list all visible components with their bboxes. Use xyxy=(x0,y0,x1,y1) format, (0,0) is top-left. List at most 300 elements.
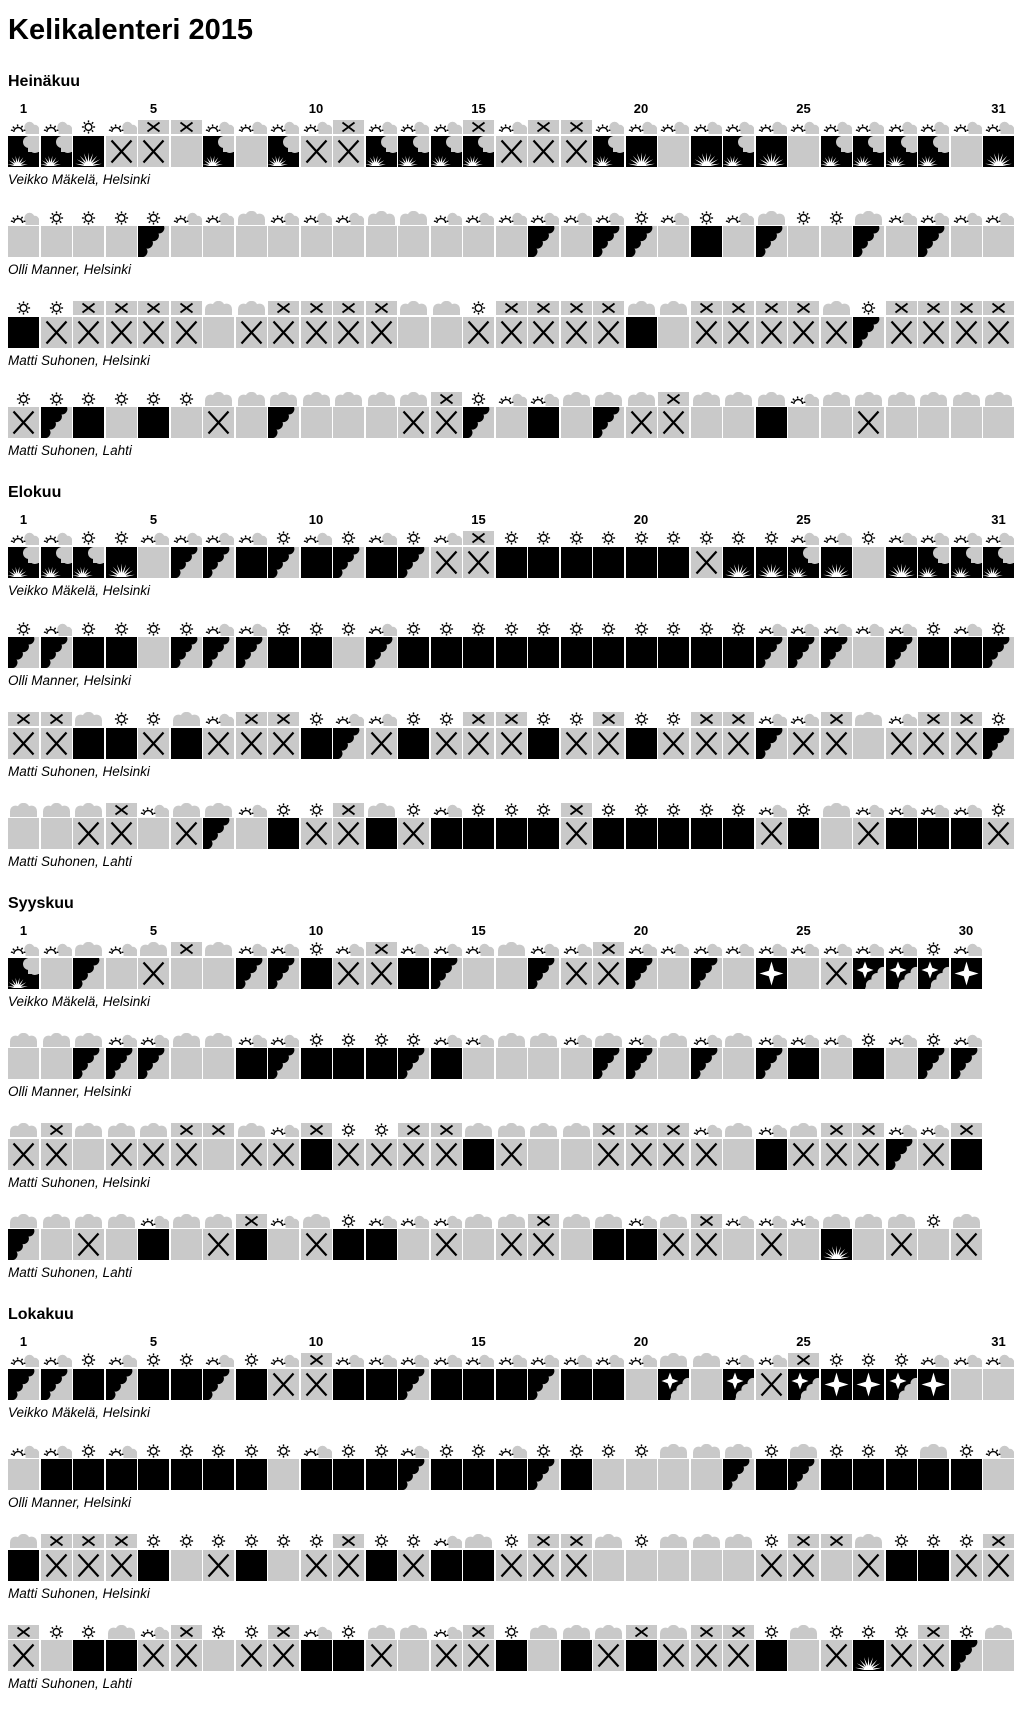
day-weather-sun-icon xyxy=(853,1353,884,1367)
calendar-day-cell xyxy=(561,1214,592,1261)
calendar-day-cell xyxy=(853,301,884,348)
calendar-day-cell xyxy=(853,1353,884,1400)
calendar-day-cell xyxy=(496,1033,527,1080)
calendar-day-cell xyxy=(821,301,852,348)
day-number-label: 5 xyxy=(150,923,157,938)
night-sky-cloudy-icon xyxy=(106,226,137,257)
day-weather-suncloud-icon xyxy=(853,803,884,817)
calendar-day-cell xyxy=(268,1444,299,1491)
night-sky-cloudy-icon xyxy=(301,407,332,438)
night-sky-clear-icon xyxy=(203,1459,234,1490)
night-sky-x-icon xyxy=(268,1369,299,1400)
night-sky-x-icon xyxy=(463,547,494,578)
day-weather-sun-icon xyxy=(138,712,169,726)
day-weather-suncloud-icon xyxy=(951,942,982,956)
day-weather-sun-icon xyxy=(268,1444,299,1458)
calendar-day-cell xyxy=(463,211,494,258)
calendar-day-cell xyxy=(301,942,332,989)
calendar-day-cell xyxy=(236,211,267,258)
observer-weather-strip xyxy=(8,1353,1020,1400)
night-sky-clear-icon xyxy=(821,1459,852,1490)
day-weather-cloud-icon xyxy=(496,942,527,956)
calendar-day-cell xyxy=(106,392,137,439)
day-weather-x-icon xyxy=(138,301,169,315)
calendar-day-cell xyxy=(528,1123,559,1170)
observer-weather-strip xyxy=(8,622,1020,669)
night-sky-cloudburst-icon xyxy=(951,547,982,578)
night-sky-partly-icon xyxy=(41,637,72,668)
calendar-day-cell xyxy=(821,120,852,167)
night-sky-cloudy-icon xyxy=(41,818,72,849)
day-weather-x-icon xyxy=(853,1123,884,1137)
calendar-day-cell xyxy=(138,1534,169,1581)
night-sky-clear-icon xyxy=(171,1459,202,1490)
calendar-day-cell xyxy=(691,803,722,850)
night-sky-partly-icon xyxy=(398,547,429,578)
night-sky-x-icon xyxy=(268,317,299,348)
day-weather-cloud-icon xyxy=(593,1033,624,1047)
day-weather-sun-icon xyxy=(983,712,1014,726)
night-sky-x-icon xyxy=(886,317,917,348)
day-weather-suncloud-icon xyxy=(723,1353,754,1367)
day-weather-x-icon xyxy=(268,1625,299,1639)
day-weather-suncloud-icon xyxy=(886,1033,917,1047)
day-weather-suncloud-icon xyxy=(431,1625,462,1639)
calendar-day-cell xyxy=(431,622,462,669)
calendar-day-cell xyxy=(496,1625,527,1672)
day-weather-x-icon xyxy=(691,1214,722,1228)
calendar-day-cell xyxy=(463,803,494,850)
night-sky-star-icon xyxy=(756,958,787,989)
day-weather-suncloud-icon xyxy=(788,120,819,134)
day-weather-sun-icon xyxy=(918,1534,949,1548)
calendar-day-cell xyxy=(561,712,592,759)
calendar-day-cell xyxy=(106,1444,137,1491)
calendar-day-cell xyxy=(561,301,592,348)
day-weather-sun-icon xyxy=(106,622,137,636)
night-sky-partly-icon xyxy=(593,226,624,257)
night-sky-x-icon xyxy=(8,407,39,438)
day-weather-suncloud-icon xyxy=(918,531,949,545)
day-weather-sun-icon xyxy=(236,1534,267,1548)
day-weather-x-icon xyxy=(73,1534,104,1548)
night-sky-starcloud-icon xyxy=(918,958,949,989)
night-sky-x-icon xyxy=(951,728,982,759)
day-weather-suncloud-icon xyxy=(8,1444,39,1458)
night-sky-cloudy-icon xyxy=(723,407,754,438)
day-weather-suncloud-icon xyxy=(821,1033,852,1047)
day-weather-suncloud-icon xyxy=(853,120,884,134)
day-weather-sun-icon xyxy=(593,1444,624,1458)
night-sky-clear-icon xyxy=(73,1640,104,1671)
calendar-day-cell xyxy=(301,120,332,167)
night-sky-clear-icon xyxy=(918,1550,949,1581)
calendar-day-cell xyxy=(333,301,364,348)
calendar-day-cell xyxy=(366,1033,397,1080)
night-sky-partly-icon xyxy=(203,637,234,668)
calendar-day-cell xyxy=(41,1033,72,1080)
night-sky-clear-icon xyxy=(593,547,624,578)
day-weather-suncloud-icon xyxy=(236,1033,267,1047)
calendar-day-cell xyxy=(203,942,234,989)
observer-label: Olli Manner, Helsinki xyxy=(8,673,1020,688)
night-sky-clear-icon xyxy=(886,818,917,849)
day-weather-cloud-icon xyxy=(171,1033,202,1047)
calendar-day-cell xyxy=(8,301,39,348)
day-weather-sun-icon xyxy=(886,1534,917,1548)
calendar-day-cell xyxy=(983,1353,1014,1400)
calendar-day-cell xyxy=(788,1534,819,1581)
day-weather-cloud-icon xyxy=(398,392,429,406)
day-weather-cloud-icon xyxy=(8,1534,39,1548)
night-sky-x-icon xyxy=(788,728,819,759)
night-sky-x-icon xyxy=(983,818,1014,849)
calendar-day-cell xyxy=(333,211,364,258)
calendar-day-cell xyxy=(73,211,104,258)
calendar-day-cell xyxy=(171,531,202,578)
calendar-day-cell xyxy=(138,1444,169,1491)
day-weather-sun-icon xyxy=(983,622,1014,636)
weather-calendar xyxy=(8,73,1020,1691)
day-weather-cloud-icon xyxy=(853,211,884,225)
day-weather-sun-icon xyxy=(106,392,137,406)
calendar-day-cell xyxy=(951,1353,982,1400)
calendar-day-cell xyxy=(41,211,72,258)
calendar-day-cell xyxy=(268,803,299,850)
day-weather-sun-icon xyxy=(561,712,592,726)
calendar-day-cell xyxy=(788,1214,819,1261)
day-weather-sun-icon xyxy=(951,1534,982,1548)
night-sky-star-icon xyxy=(951,958,982,989)
day-weather-cloud-icon xyxy=(73,712,104,726)
night-sky-partly-icon xyxy=(463,407,494,438)
night-sky-x-icon xyxy=(333,1550,364,1581)
calendar-day-cell xyxy=(626,712,657,759)
day-weather-cloud-icon xyxy=(528,1123,559,1137)
night-sky-cloudy-icon xyxy=(853,547,884,578)
night-sky-partly-icon xyxy=(138,226,169,257)
night-sky-clear-icon xyxy=(366,1369,397,1400)
calendar-day-cell xyxy=(886,803,917,850)
day-weather-suncloud-icon xyxy=(528,392,559,406)
calendar-day-cell xyxy=(691,1123,722,1170)
calendar-day-cell xyxy=(918,1625,949,1672)
calendar-day-cell xyxy=(73,942,104,989)
calendar-day-cell xyxy=(301,1625,332,1672)
night-sky-clear-icon xyxy=(236,1229,267,1260)
calendar-day-cell xyxy=(886,1123,917,1170)
calendar-day-cell xyxy=(788,803,819,850)
night-sky-x-icon xyxy=(41,317,72,348)
night-sky-partly-icon xyxy=(983,637,1014,668)
night-sky-x-icon xyxy=(561,728,592,759)
day-weather-suncloud-icon xyxy=(528,211,559,225)
day-weather-suncloud-icon xyxy=(691,1123,722,1137)
day-weather-sun-icon xyxy=(138,1534,169,1548)
night-sky-partly-icon xyxy=(268,547,299,578)
day-weather-cloud-icon xyxy=(398,301,429,315)
night-sky-x-icon xyxy=(463,728,494,759)
night-sky-x-icon xyxy=(171,818,202,849)
day-weather-sun-icon xyxy=(366,1033,397,1047)
day-weather-suncloud-icon xyxy=(821,622,852,636)
observer-weather-strip xyxy=(8,1123,1020,1170)
day-weather-sun-icon xyxy=(821,1444,852,1458)
night-sky-cloudy-icon xyxy=(951,136,982,167)
calendar-day-cell xyxy=(886,301,917,348)
day-weather-cloud-icon xyxy=(463,1214,494,1228)
night-sky-x-icon xyxy=(106,317,137,348)
observer-label: Olli Manner, Helsinki xyxy=(8,1084,1020,1099)
day-weather-suncloud-icon xyxy=(431,211,462,225)
night-sky-x-icon xyxy=(366,1139,397,1170)
calendar-day-cell xyxy=(73,1353,104,1400)
night-sky-x-icon xyxy=(821,958,852,989)
day-weather-sun-icon xyxy=(138,211,169,225)
calendar-day-cell xyxy=(398,1353,429,1400)
day-weather-x-icon xyxy=(691,301,722,315)
day-weather-cloud-icon xyxy=(593,1214,624,1228)
day-weather-suncloud-icon xyxy=(561,1353,592,1367)
day-weather-suncloud-icon xyxy=(788,392,819,406)
calendar-day-cell xyxy=(951,942,982,989)
night-sky-cloudy-icon xyxy=(626,1459,657,1490)
day-weather-suncloud-icon xyxy=(106,1033,137,1047)
night-sky-partly-icon xyxy=(8,1229,39,1260)
day-weather-cloud-icon xyxy=(73,1214,104,1228)
night-sky-cloudy-icon xyxy=(236,136,267,167)
day-weather-x-icon xyxy=(593,1123,624,1137)
day-weather-cloud-icon xyxy=(918,1444,949,1458)
day-weather-cloud-icon xyxy=(236,392,267,406)
day-weather-sun-icon xyxy=(951,1625,982,1639)
calendar-day-cell xyxy=(366,712,397,759)
day-weather-suncloud-icon xyxy=(983,531,1014,545)
night-sky-x-icon xyxy=(398,818,429,849)
calendar-day-cell xyxy=(756,712,787,759)
night-sky-clear-icon xyxy=(788,818,819,849)
calendar-day-cell xyxy=(983,712,1014,759)
night-sky-partly-icon xyxy=(268,958,299,989)
night-sky-x-icon xyxy=(496,1550,527,1581)
day-weather-x-icon xyxy=(8,1625,39,1639)
day-weather-suncloud-icon xyxy=(788,942,819,956)
day-weather-suncloud-icon xyxy=(983,1444,1014,1458)
calendar-day-cell xyxy=(301,803,332,850)
night-sky-x-icon xyxy=(593,1139,624,1170)
day-weather-x-icon xyxy=(496,301,527,315)
calendar-day-cell xyxy=(561,1444,592,1491)
calendar-day-cell xyxy=(723,942,754,989)
day-weather-suncloud-icon xyxy=(951,1033,982,1047)
night-sky-cloudy-icon xyxy=(593,1550,624,1581)
night-sky-cloudy-icon xyxy=(983,1369,1014,1400)
page-title: Kelikalenteri 2015 xyxy=(8,14,1020,47)
calendar-day-cell xyxy=(463,1625,494,1672)
day-weather-cloud-icon xyxy=(561,1214,592,1228)
day-weather-x-icon xyxy=(463,120,494,134)
calendar-day-cell xyxy=(106,803,137,850)
calendar-day-cell xyxy=(106,531,137,578)
night-sky-partly-icon xyxy=(41,407,72,438)
night-sky-x-icon xyxy=(723,317,754,348)
day-number-label: 20 xyxy=(634,923,648,938)
day-weather-x-icon xyxy=(463,712,494,726)
calendar-day-cell xyxy=(333,712,364,759)
night-sky-partly-icon xyxy=(528,958,559,989)
day-weather-sun-icon xyxy=(41,211,72,225)
night-sky-x-icon xyxy=(691,547,722,578)
calendar-day-cell xyxy=(561,120,592,167)
day-weather-x-icon xyxy=(528,120,559,134)
calendar-day-cell xyxy=(691,120,722,167)
calendar-day-cell xyxy=(593,1123,624,1170)
night-sky-cloudy-icon xyxy=(821,818,852,849)
observer-weather-strip xyxy=(8,301,1020,348)
day-weather-cloud-icon xyxy=(301,1214,332,1228)
calendar-day-cell xyxy=(626,1033,657,1080)
day-weather-sun-icon xyxy=(171,392,202,406)
night-sky-clear-icon xyxy=(626,728,657,759)
day-weather-cloud-icon xyxy=(691,392,722,406)
day-weather-cloud-icon xyxy=(951,1214,982,1228)
calendar-day-cell xyxy=(8,392,39,439)
calendar-day-cell xyxy=(918,942,949,989)
calendar-day-cell xyxy=(268,942,299,989)
calendar-day-cell xyxy=(171,1123,202,1170)
calendar-day-cell xyxy=(983,1534,1014,1581)
day-weather-cloud-icon xyxy=(203,301,234,315)
night-sky-cloudy-icon xyxy=(496,958,527,989)
calendar-day-cell xyxy=(398,1214,429,1261)
night-sky-cloudy-icon xyxy=(203,317,234,348)
day-weather-sun-icon xyxy=(496,1625,527,1639)
calendar-day-cell xyxy=(821,1123,852,1170)
calendar-day-cell xyxy=(561,1033,592,1080)
day-weather-x-icon xyxy=(951,301,982,315)
calendar-day-cell xyxy=(73,1444,104,1491)
calendar-day-cell xyxy=(756,1625,787,1672)
day-weather-cloud-icon xyxy=(821,803,852,817)
night-sky-cloudy-icon xyxy=(658,1459,689,1490)
night-sky-x-icon xyxy=(106,1550,137,1581)
day-number-label: 31 xyxy=(991,1334,1005,1349)
calendar-day-cell xyxy=(886,622,917,669)
calendar-day-cell xyxy=(268,1353,299,1400)
day-weather-suncloud-icon xyxy=(203,120,234,134)
calendar-day-cell xyxy=(756,1444,787,1491)
day-number-label: 25 xyxy=(796,101,810,116)
calendar-day-cell xyxy=(886,1625,917,1672)
calendar-day-cell xyxy=(593,803,624,850)
observer-label: Veikko Mäkelä, Helsinki xyxy=(8,994,1020,1009)
night-sky-clear-icon xyxy=(138,1459,169,1490)
calendar-day-cell xyxy=(983,803,1014,850)
night-sky-partly-icon xyxy=(788,1459,819,1490)
night-sky-x-icon xyxy=(691,728,722,759)
calendar-day-cell xyxy=(8,1123,39,1170)
night-sky-clear-icon xyxy=(398,637,429,668)
night-sky-cloudburst-icon xyxy=(821,136,852,167)
day-weather-cloud-icon xyxy=(658,1625,689,1639)
night-sky-clear-icon xyxy=(268,637,299,668)
day-weather-sun-icon xyxy=(723,531,754,545)
day-number-label: 15 xyxy=(471,101,485,116)
calendar-day-cell xyxy=(398,942,429,989)
calendar-day-cell xyxy=(756,1214,787,1261)
night-sky-cloudburst-icon xyxy=(8,958,39,989)
calendar-day-cell xyxy=(723,1214,754,1261)
day-weather-suncloud-icon xyxy=(333,1353,364,1367)
day-weather-suncloud-icon xyxy=(561,211,592,225)
calendar-day-cell xyxy=(203,531,234,578)
night-sky-cloudy-icon xyxy=(853,637,884,668)
night-sky-cloudy-icon xyxy=(788,1229,819,1260)
calendar-day-cell xyxy=(496,622,527,669)
day-weather-cloud-icon xyxy=(983,1625,1014,1639)
night-sky-cloudy-icon xyxy=(496,226,527,257)
night-sky-cloudy-icon xyxy=(171,1229,202,1260)
night-sky-cloudy-icon xyxy=(8,1459,39,1490)
night-sky-clear-icon xyxy=(366,1550,397,1581)
day-weather-suncloud-icon xyxy=(333,942,364,956)
night-sky-clear-icon xyxy=(691,226,722,257)
calendar-day-cell xyxy=(886,1033,917,1080)
night-sky-clear-icon xyxy=(106,1459,137,1490)
calendar-day-cell xyxy=(528,803,559,850)
day-weather-sun-icon xyxy=(203,1444,234,1458)
calendar-day-cell xyxy=(496,1214,527,1261)
night-sky-x-icon xyxy=(821,317,852,348)
day-weather-x-icon xyxy=(528,1214,559,1228)
day-weather-suncloud-icon xyxy=(951,622,982,636)
night-sky-x-icon xyxy=(756,317,787,348)
day-weather-suncloud-icon xyxy=(886,531,917,545)
day-weather-suncloud-icon xyxy=(756,1214,787,1228)
night-sky-cloudburst-icon xyxy=(918,136,949,167)
day-weather-suncloud-icon xyxy=(41,1444,72,1458)
night-sky-clear-icon xyxy=(73,407,104,438)
calendar-day-cell xyxy=(691,1625,722,1672)
night-sky-cloudy-icon xyxy=(268,1229,299,1260)
calendar-day-cell xyxy=(886,531,917,578)
calendar-day-cell xyxy=(171,942,202,989)
night-sky-partly-icon xyxy=(8,637,39,668)
day-weather-cloud-icon xyxy=(8,1214,39,1228)
day-weather-suncloud-icon xyxy=(756,1033,787,1047)
calendar-day-cell xyxy=(236,1123,267,1170)
calendar-day-cell xyxy=(398,531,429,578)
day-weather-suncloud-icon xyxy=(756,942,787,956)
day-weather-suncloud-icon xyxy=(593,211,624,225)
night-sky-cloudy-icon xyxy=(268,1459,299,1490)
day-weather-sun-icon xyxy=(268,803,299,817)
night-sky-cloudburst-icon xyxy=(918,547,949,578)
night-sky-partly-icon xyxy=(203,547,234,578)
day-weather-sun-icon xyxy=(496,622,527,636)
night-sky-partly-icon xyxy=(593,407,624,438)
calendar-day-cell xyxy=(626,1353,657,1400)
calendar-day-cell xyxy=(8,1353,39,1400)
night-sky-x-icon xyxy=(528,1550,559,1581)
calendar-day-cell xyxy=(236,301,267,348)
calendar-day-cell xyxy=(756,531,787,578)
day-weather-suncloud-icon xyxy=(951,803,982,817)
calendar-day-cell xyxy=(853,1033,884,1080)
calendar-day-cell xyxy=(268,1534,299,1581)
night-sky-x-icon xyxy=(951,317,982,348)
day-weather-cloud-icon xyxy=(496,1033,527,1047)
